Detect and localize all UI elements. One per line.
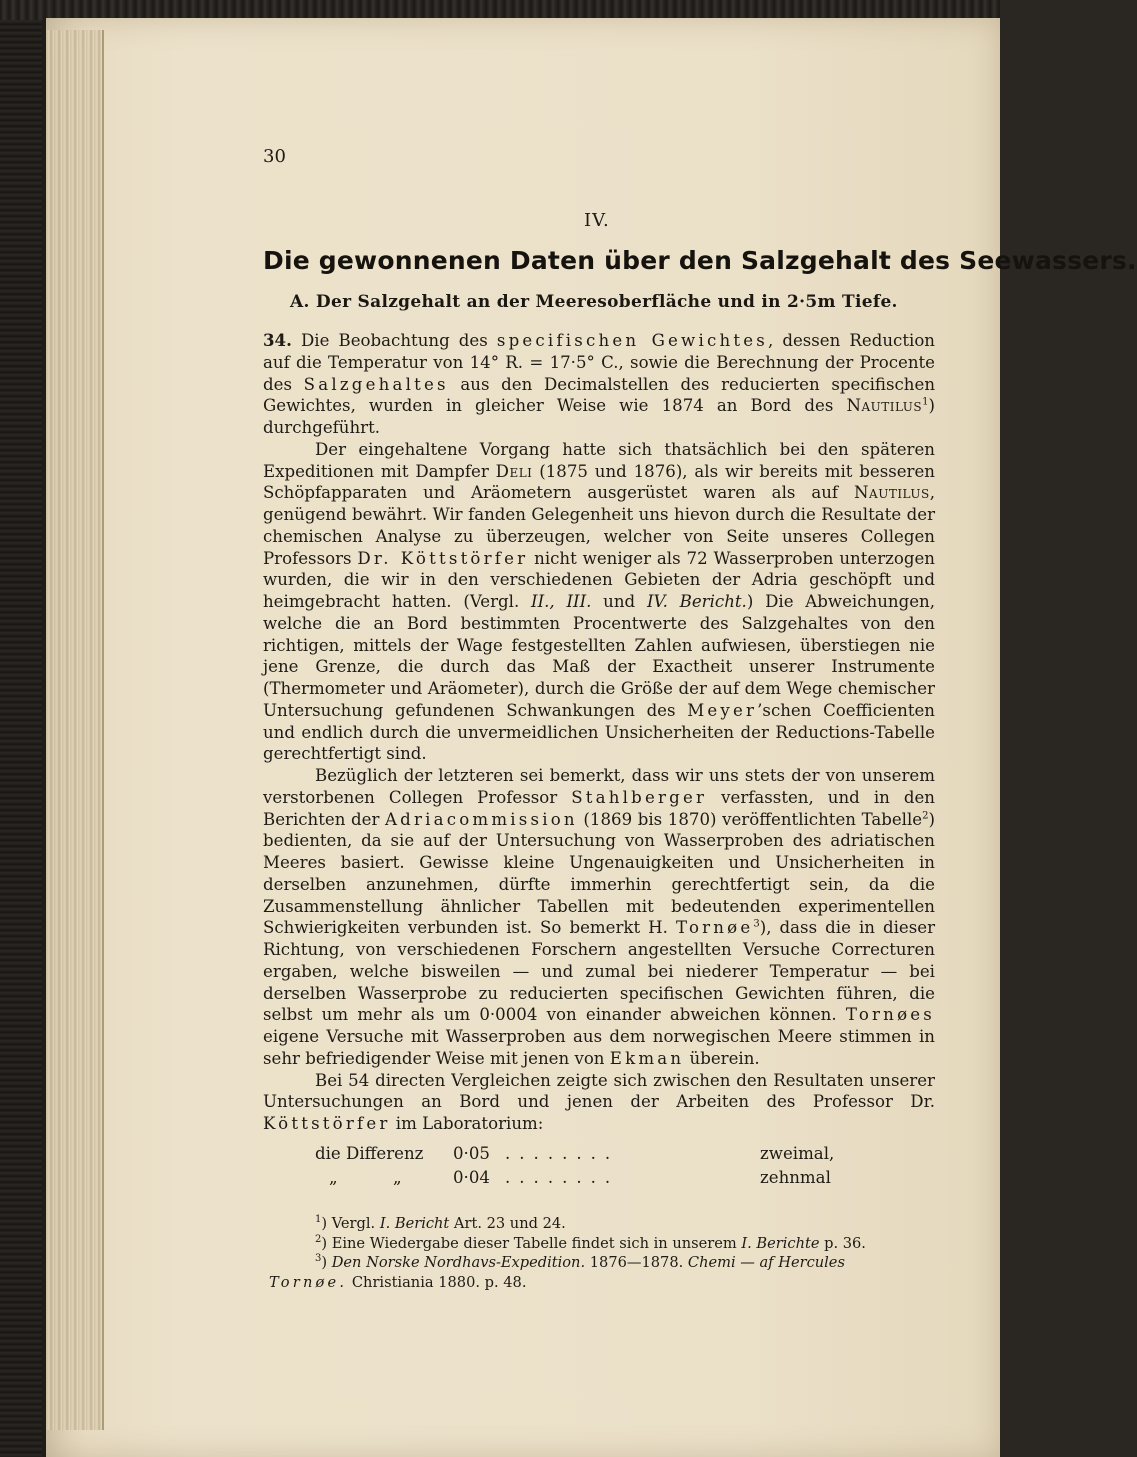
section-subtitle: A. Der Salzgehalt an der Meeresoberfläche und in 2·5m Tiefe. (290, 292, 898, 312)
footnote-ref: 1 (922, 396, 929, 408)
footnote-2: $^2$) Eine Wiedergabe dieser Tabelle findet sich in unserem I. Berichte p. 36. (315, 1233, 866, 1252)
difference-table (263, 1142, 935, 1190)
ship-name: Deli (495, 461, 533, 481)
paragraph-4: Bei 54 directen Vergleichen zeigte sich zwischen den Resultaten unserer Untersuchungen an Bord und jenen der Arbeiten des Professor Dr. Köttstörfer im Laboratorium: (263, 1070, 935, 1133)
top-binding-edge (0, 0, 1000, 20)
body-text (263, 330, 935, 1135)
footnotes (263, 1214, 935, 1292)
footnote-ref: 2 (922, 809, 929, 821)
footnote-1: $^1$) Vergl. I. Bericht Art. 23 und 24. (315, 1214, 566, 1232)
row-label: die Differenz (315, 1144, 424, 1163)
ship-name: Nautilus (854, 483, 930, 503)
footnote-ref: 3 (753, 918, 760, 930)
paragraph-34: 34. Die Beobachtung des specifischen Gewichtes, dessen Reduction auf die Temperatur von 14° R. = 17·5° C., sowie die Berechnung der Procente des Salzgehaltes aus den Decimalstellen des reducierten specifischen Gewichtes, wurden in gleicher Weise wie 1874 an Bord des Nautilus$^1$) durchgeführt. (263, 330, 936, 437)
paragraph-3: Bezüglich der letzteren sei bemerkt, dass wir uns stets der von unserem verstorbenen Collegen Professor Stahlberger verfassten, und in den Berichten der Adriacommission (1869 bis 1870) veröffentlichten Tabelle$^2$) bedienten, da sie auf der Untersuchung von Wasserproben des adriatischen Meeres basiert. Gewisse kleine Ungenauigkeiten und Unsicherheiten in derselben anzunehmen, dürfte immerhin gerechtfertigt sein, da die Zusammenstellung ähnlicher Tabellen mit bedeutenden experimentellen Schwierigkeiten verbunden ist. So bemerkt H. Tornøe$^3$), dass die in dieser Richtung, von verschiedenen Forschern angestellten Versuche Correcturen ergaben, welche bisweilen — und zumal bei niederer Temperatur — bei derselben Wasserprobe zu reducierten specifischen Gewichten führen, die selbst um mehr als um 0·0004 von einander abweichen können. Tornøes eigene Versuche mit Wasserproben aus dem norwegischen Meere stimmen in sehr befriedigender Weise mit jenen von Ekman überein. (263, 766, 935, 1068)
row-ditto: „ (393, 1168, 402, 1187)
leader-dots: ........ (505, 1144, 620, 1163)
ship-name: Nautilus (846, 396, 923, 416)
paragraph-number: 34. (263, 330, 292, 350)
row-count: zweimal, (760, 1144, 835, 1163)
footnote-3-continued: Tornøe. Christiania 1880. p. 48. (269, 1273, 527, 1291)
row-count: zehnmal (760, 1168, 831, 1187)
table-row (263, 1166, 935, 1190)
section-number: IV. (584, 210, 610, 231)
table-row (263, 1142, 935, 1166)
row-value: 0·05 (453, 1144, 490, 1163)
row-label: „ (329, 1168, 338, 1187)
footnote-3: $^3$) Den Norske Nordhavs-Expedition. 1876—1878. Chemi — af Hercules (315, 1253, 845, 1271)
paragraph-2: Der eingehaltene Vorgang hatte sich thatsächlich bei den späteren Expeditionen mit Dampfer Deli (1875 und 1876), als wir bereits mit besseren Schöpfapparaten und Aräometern ausgerüstet waren als auf Nautilus, genügend bewährt. Wir fanden Gelegenheit uns hievon durch die Resultate der chemischen Analyse zu überzeugen, welcher von Seite unseres Collegen Professors Dr. Köttstörfer nicht weniger als 72 Wasserproben unterzogen wurden, die wir in den verschiedenen Gebieten der Adria geschöpft und heimgebracht hatten. (Vergl. II., III. und IV. Bericht.) Die Abweichungen, welche die an Bord bestimmten Procentwerte des Salzgehaltes von den richtigen, mittels der Wage festgestellten Zahlen aufwiesen, überstiegen nie jene Grenze, die durch das Maß der Exactheit unserer Instrumente (Thermometer und Aräometer), durch die Größe der auf dem Wege chemischer Untersuchung gefundenen Schwankungen des Meyer’schen Coefficienten und endlich durch die unvermeidlichen Unsicherheiten der Reductions-Tabelle gerechtfertigt sind. (263, 439, 936, 764)
row-value: 0·04 (453, 1168, 490, 1187)
page-number: 30 (263, 146, 286, 167)
book-binding (0, 0, 42, 1457)
page-edges (46, 30, 102, 1430)
leader-dots: ........ (505, 1168, 620, 1187)
chapter-title: Die gewonnenen Daten über den Salzgehalt des Seewassers. (263, 246, 1137, 275)
